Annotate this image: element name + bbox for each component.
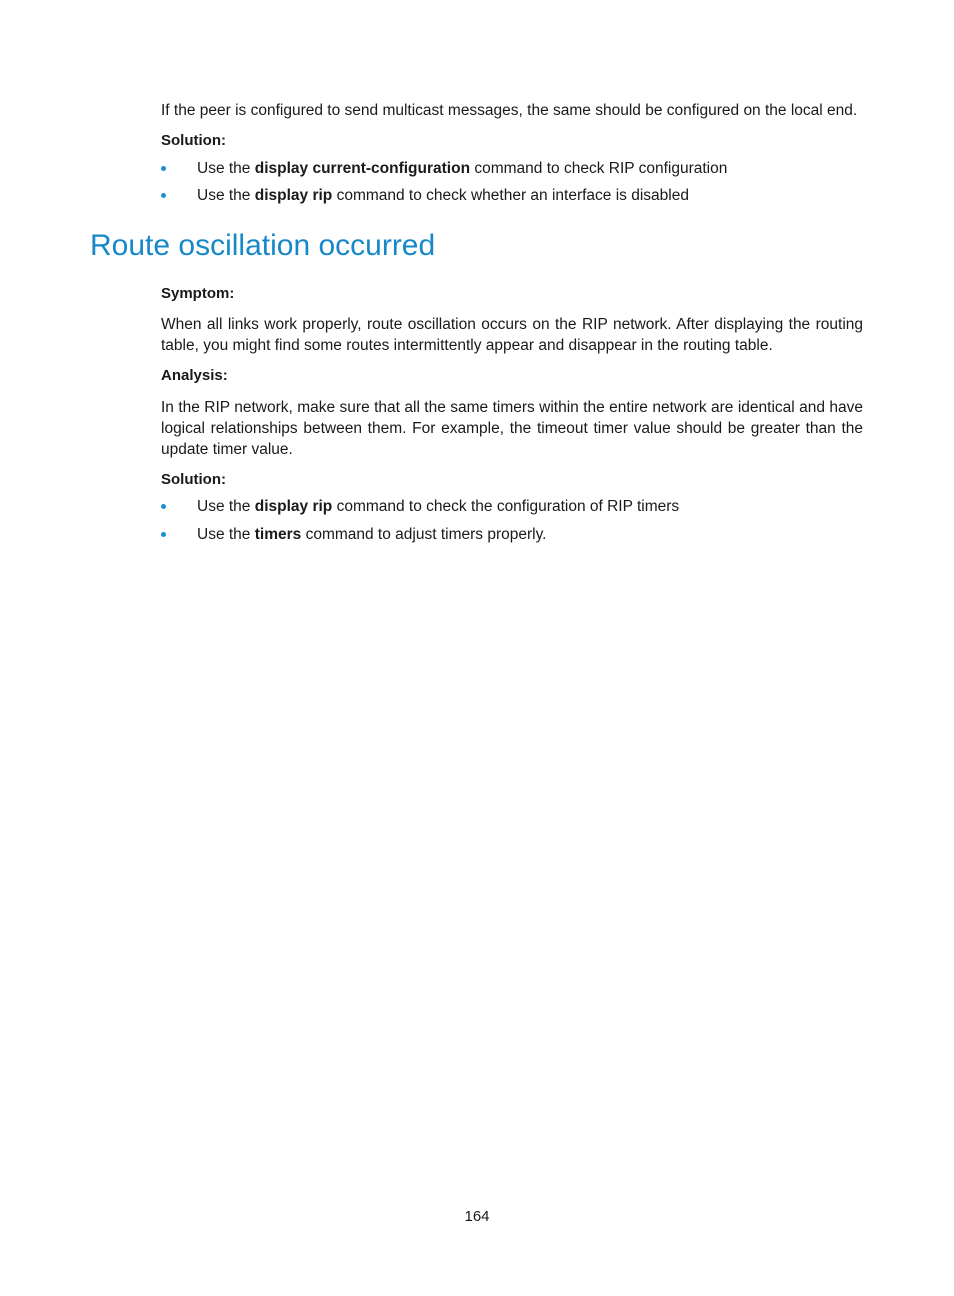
bullet-suffix: command to check whether an interface is disabled <box>332 187 689 204</box>
first-solution-label-block <box>161 131 863 151</box>
second-solution-label-block <box>161 470 863 490</box>
bullet-dot-icon <box>161 193 166 198</box>
page-number: 164 <box>464 1208 490 1225</box>
bullet-dot-icon <box>161 504 166 509</box>
bullet-prefix: Use the <box>197 160 255 177</box>
bullet-dot-icon <box>161 166 166 171</box>
intro-paragraph-block <box>161 100 863 121</box>
section-heading: Route oscillation occurred <box>90 229 436 262</box>
analysis-paragraph-block <box>161 397 863 460</box>
command-name: display current-configuration <box>254 160 471 177</box>
bullet-text <box>197 186 689 206</box>
first-solution-item-1 <box>161 159 863 181</box>
symptom-label-block <box>161 284 863 304</box>
symptom-paragraph-block <box>161 314 863 356</box>
analysis-label: Analysis: <box>161 367 228 384</box>
analysis-paragraph: In the RIP network, make sure that all the same timers within the entire network are identical and have logical relationships between them. For example, the timeout timer value should be greater than the update timer value. <box>161 399 863 458</box>
analysis-label-block <box>161 366 863 386</box>
command-name: timers <box>254 526 302 543</box>
bullet-suffix: command to check RIP configuration <box>470 160 728 177</box>
bullet-text <box>197 525 547 545</box>
bullet-dot-icon <box>161 532 166 537</box>
symptom-label: Symptom: <box>161 285 235 302</box>
intro-paragraph: If the peer is configured to send multicast messages, the same should be configured on the local end. <box>161 102 858 119</box>
command-name: display rip <box>254 187 333 204</box>
second-solution-item-2 <box>161 525 863 547</box>
bullet-suffix: command to adjust timers properly. <box>301 526 547 543</box>
bullet-suffix: command to check the configuration of RIP timers <box>332 498 680 515</box>
bullet-text <box>197 497 679 517</box>
bullet-prefix: Use the <box>197 498 255 515</box>
command-name: display rip <box>254 498 333 515</box>
first-solution-label: Solution: <box>161 132 226 149</box>
second-solution-label: Solution: <box>161 471 226 488</box>
second-solution-item-1 <box>161 497 863 519</box>
symptom-paragraph: When all links work properly, route oscillation occurs on the RIP network. After displaying the routing table, you might find some routes intermittently appear and disappear in the routing table. <box>161 316 863 354</box>
bullet-text <box>197 159 727 179</box>
bullet-prefix: Use the <box>197 526 255 543</box>
bullet-prefix: Use the <box>197 187 255 204</box>
first-solution-item-2 <box>161 186 863 208</box>
